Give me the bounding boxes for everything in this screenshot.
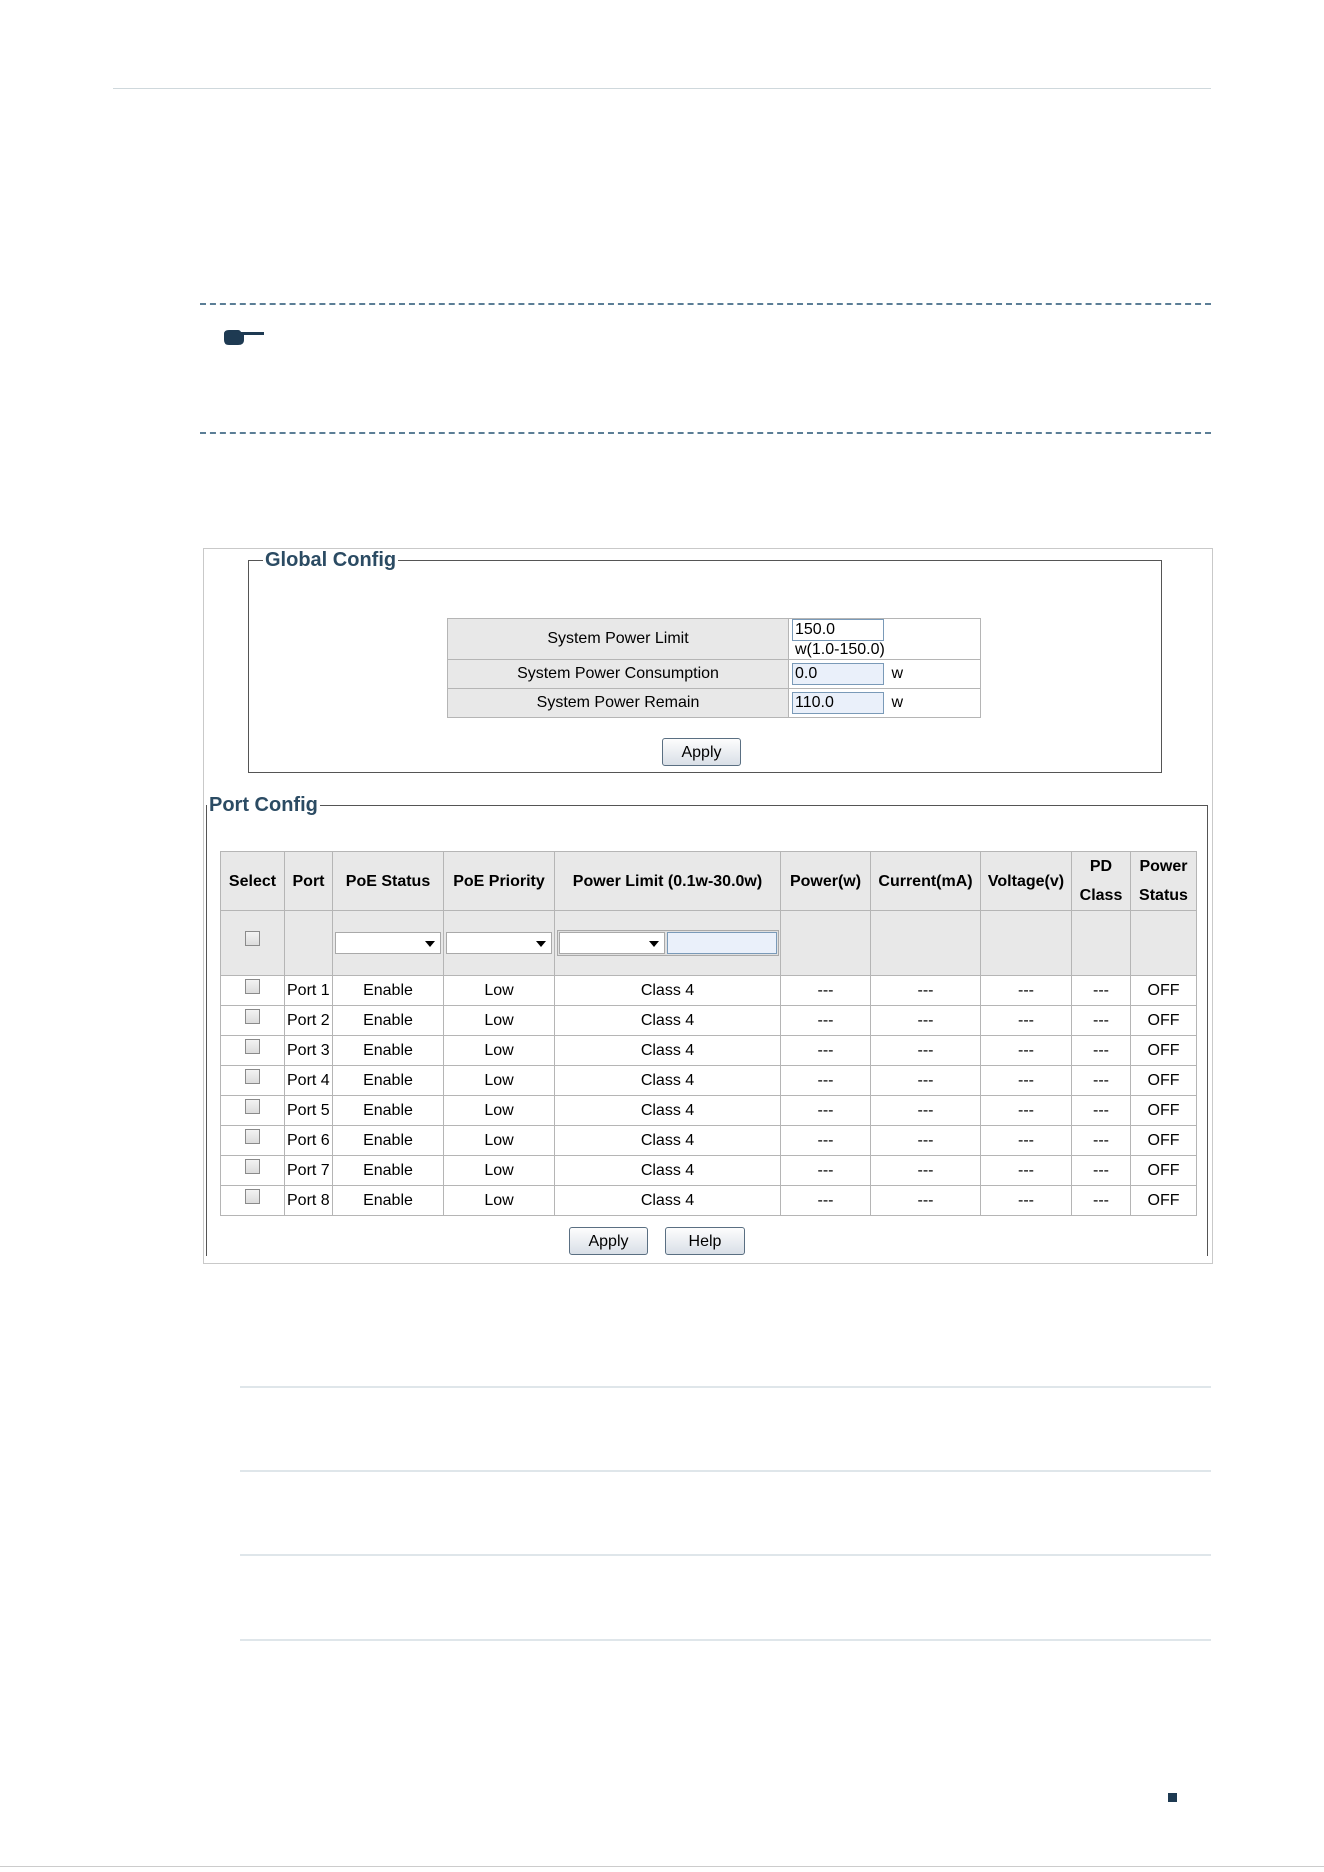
voltage-value: --- xyxy=(981,1096,1072,1126)
voltage-value: --- xyxy=(981,1066,1072,1096)
power-status-value: OFF xyxy=(1131,1126,1197,1156)
power-status-value: OFF xyxy=(1131,1096,1197,1126)
divider-2 xyxy=(240,1470,1211,1472)
poe-priority-value: Low xyxy=(444,1006,555,1036)
system-power-consumption-row xyxy=(448,660,981,689)
note-bottom-divider xyxy=(200,432,1211,434)
poe-status-value: Enable xyxy=(333,1006,444,1036)
global-apply-button[interactable]: Apply xyxy=(662,738,741,766)
power-value: --- xyxy=(781,1156,871,1186)
col-power: Power(w) xyxy=(781,852,871,911)
poe-priority-select[interactable] xyxy=(446,932,552,954)
port-config-table xyxy=(220,851,1197,1216)
pd-class-value: --- xyxy=(1072,1156,1131,1186)
voltage-value: --- xyxy=(981,1036,1072,1066)
table-row xyxy=(221,1126,1197,1156)
batch-edit-row xyxy=(221,911,1197,976)
power-status-value: OFF xyxy=(1131,1066,1197,1096)
table-row xyxy=(221,1186,1197,1216)
power-value: --- xyxy=(781,1006,871,1036)
row-select-checkbox[interactable] xyxy=(245,1009,260,1024)
system-power-remain-label: System Power Remain xyxy=(448,689,789,718)
global-config-legend: Global Config xyxy=(265,549,397,571)
pd-class-value: --- xyxy=(1072,1036,1131,1066)
poe-status-value: Enable xyxy=(333,1066,444,1096)
select-all-checkbox[interactable] xyxy=(245,931,260,946)
pd-class-value: --- xyxy=(1072,1096,1131,1126)
power-status-value: OFF xyxy=(1131,1156,1197,1186)
poe-status-value: Enable xyxy=(333,976,444,1006)
row-select-checkbox[interactable] xyxy=(245,1069,260,1084)
port-name: Port 7 xyxy=(285,1156,333,1186)
current-value: --- xyxy=(871,1066,981,1096)
col-power-limit: Power Limit (0.1w-30.0w) xyxy=(555,852,781,911)
power-limit-value: Class 4 xyxy=(555,1006,781,1036)
col-power-status xyxy=(1131,852,1197,911)
divider-1 xyxy=(240,1386,1211,1388)
col-poe-status: PoE Status xyxy=(333,852,444,911)
system-power-limit-row xyxy=(448,619,981,660)
port-name: Port 2 xyxy=(285,1006,333,1036)
poe-priority-value: Low xyxy=(444,1186,555,1216)
system-power-consumption-field xyxy=(792,663,884,685)
note-top-divider xyxy=(200,303,1211,305)
port-name: Port 1 xyxy=(285,976,333,1006)
table-row xyxy=(221,976,1197,1006)
col-pd-class-line2: Class xyxy=(1079,887,1123,904)
port-name: Port 5 xyxy=(285,1096,333,1126)
poe-status-value: Enable xyxy=(333,1126,444,1156)
poe-priority-value: Low xyxy=(444,1066,555,1096)
divider-3 xyxy=(240,1554,1211,1556)
col-power-status-line1: Power xyxy=(1139,858,1188,875)
chevron-down-icon xyxy=(536,941,546,947)
col-voltage: Voltage(v) xyxy=(981,852,1072,911)
system-power-consumption-label: System Power Consumption xyxy=(448,660,789,689)
system-power-remain-field xyxy=(792,692,884,714)
pd-class-value: --- xyxy=(1072,1066,1131,1096)
poe-priority-value: Low xyxy=(444,1126,555,1156)
poe-priority-value: Low xyxy=(444,1096,555,1126)
current-value: --- xyxy=(871,1006,981,1036)
power-limit-control xyxy=(557,930,779,956)
voltage-value: --- xyxy=(981,1156,1072,1186)
power-status-value: OFF xyxy=(1131,1186,1197,1216)
current-value: --- xyxy=(871,1036,981,1066)
pointing-hand-icon xyxy=(222,326,266,348)
system-power-limit-unit: w(1.0-150.0) xyxy=(795,641,885,658)
port-apply-button[interactable]: Apply xyxy=(569,1227,648,1255)
pd-class-value: --- xyxy=(1072,1126,1131,1156)
pd-class-value: --- xyxy=(1072,1006,1131,1036)
pd-class-value: --- xyxy=(1072,1186,1131,1216)
power-limit-select[interactable] xyxy=(559,932,665,954)
col-select: Select xyxy=(221,852,285,911)
port-config-legend: Port Config xyxy=(209,794,318,816)
power-limit-value: Class 4 xyxy=(555,1126,781,1156)
col-pd-class xyxy=(1072,852,1131,911)
current-value: --- xyxy=(871,976,981,1006)
table-header-row xyxy=(221,852,1197,911)
power-status-value: OFF xyxy=(1131,1036,1197,1066)
row-select-checkbox[interactable] xyxy=(245,1129,260,1144)
poe-status-value: Enable xyxy=(333,1186,444,1216)
poe-status-value: Enable xyxy=(333,1156,444,1186)
pd-class-value: --- xyxy=(1072,976,1131,1006)
col-pd-class-line1: PD xyxy=(1089,858,1113,875)
power-limit-value: Class 4 xyxy=(555,1036,781,1066)
voltage-value: --- xyxy=(981,1126,1072,1156)
poe-status-select[interactable] xyxy=(335,932,441,954)
voltage-value: --- xyxy=(981,976,1072,1006)
poe-priority-value: Low xyxy=(444,1036,555,1066)
current-value: --- xyxy=(871,1096,981,1126)
divider-4 xyxy=(240,1639,1211,1641)
system-power-remain-unit: w xyxy=(891,694,904,712)
power-limit-value: Class 4 xyxy=(555,1066,781,1096)
port-name: Port 6 xyxy=(285,1126,333,1156)
power-status-value: OFF xyxy=(1131,976,1197,1006)
row-select-checkbox[interactable] xyxy=(245,1189,260,1204)
system-power-remain-row xyxy=(448,689,981,718)
table-row xyxy=(221,1006,1197,1036)
poe-priority-value: Low xyxy=(444,1156,555,1186)
header-divider xyxy=(113,88,1211,89)
table-row xyxy=(221,1096,1197,1126)
power-value: --- xyxy=(781,1096,871,1126)
row-select-checkbox[interactable] xyxy=(245,1159,260,1174)
col-power-status-line2: Status xyxy=(1139,887,1188,904)
poe-status-value: Enable xyxy=(333,1096,444,1126)
global-config-table xyxy=(447,618,981,718)
col-current: Current(mA) xyxy=(871,852,981,911)
global-config-section xyxy=(248,549,1162,773)
power-value: --- xyxy=(781,1036,871,1066)
system-power-consumption-unit: w xyxy=(891,665,904,683)
current-value: --- xyxy=(871,1156,981,1186)
voltage-value: --- xyxy=(981,1006,1072,1036)
power-value: --- xyxy=(781,1066,871,1096)
chevron-down-icon xyxy=(425,941,435,947)
port-name: Port 8 xyxy=(285,1186,333,1216)
table-row xyxy=(221,1036,1197,1066)
system-power-limit-input[interactable] xyxy=(792,619,884,641)
port-name: Port 3 xyxy=(285,1036,333,1066)
col-port: Port xyxy=(285,852,333,911)
table-row xyxy=(221,1156,1197,1186)
row-select-checkbox[interactable] xyxy=(245,1099,260,1114)
chevron-down-icon xyxy=(649,941,659,947)
poe-config-panel xyxy=(203,548,1213,1264)
current-value: --- xyxy=(871,1186,981,1216)
power-limit-value: Class 4 xyxy=(555,1096,781,1126)
power-limit-value: Class 4 xyxy=(555,1186,781,1216)
system-power-limit-label: System Power Limit xyxy=(448,619,789,660)
power-limit-value: Class 4 xyxy=(555,1156,781,1186)
col-poe-priority: PoE Priority xyxy=(444,852,555,911)
power-limit-input[interactable] xyxy=(667,932,777,954)
current-value: --- xyxy=(871,1126,981,1156)
row-select-checkbox[interactable] xyxy=(245,1039,260,1054)
power-status-value: OFF xyxy=(1131,1006,1197,1036)
power-value: --- xyxy=(781,1186,871,1216)
voltage-value: --- xyxy=(981,1186,1072,1216)
row-select-checkbox[interactable] xyxy=(245,979,260,994)
poe-status-value: Enable xyxy=(333,1036,444,1066)
footer-line xyxy=(0,1866,1324,1867)
page-marker-icon xyxy=(1168,1793,1177,1802)
help-button[interactable]: Help xyxy=(665,1227,745,1255)
port-name: Port 4 xyxy=(285,1066,333,1096)
table-row xyxy=(221,1066,1197,1096)
power-value: --- xyxy=(781,1126,871,1156)
poe-priority-value: Low xyxy=(444,976,555,1006)
power-value: --- xyxy=(781,976,871,1006)
power-limit-value: Class 4 xyxy=(555,976,781,1006)
